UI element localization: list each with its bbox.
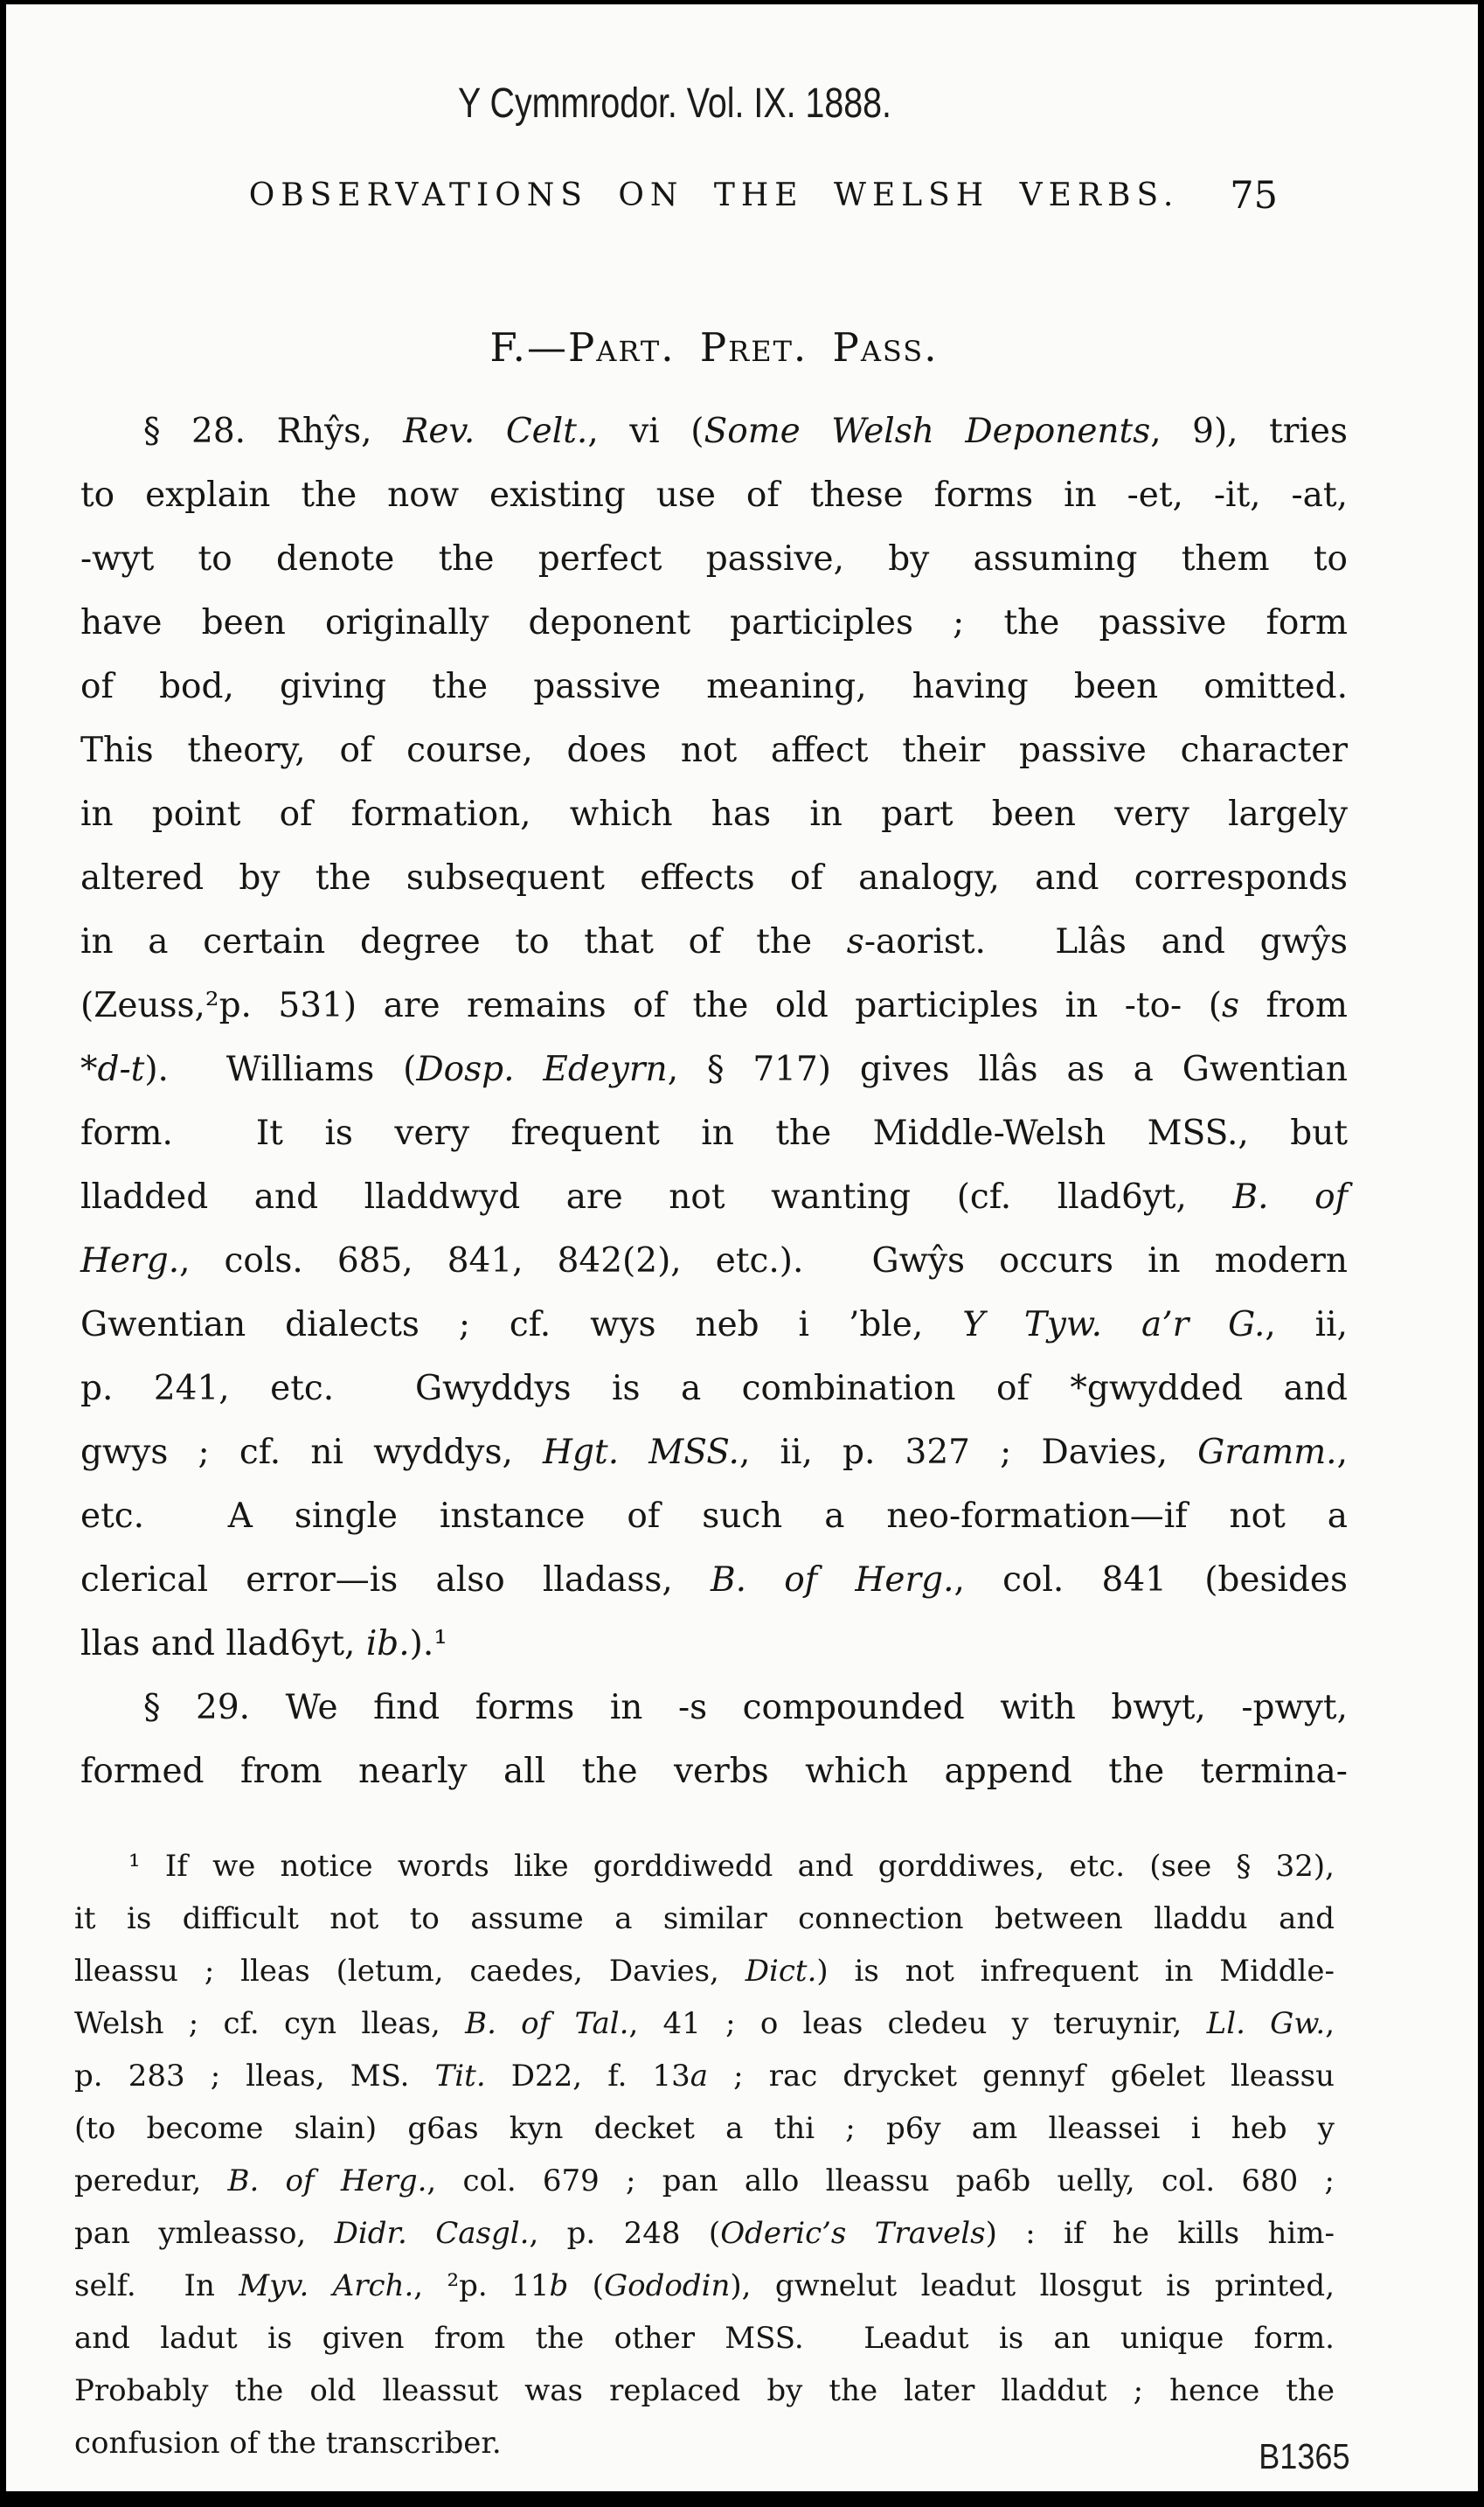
text-segment: confusion of the transcriber. bbox=[74, 2426, 502, 2461]
italic-text-segment: a bbox=[690, 2059, 709, 2094]
body-text-line bbox=[80, 1293, 1348, 1357]
text-segment: § 28. Rhŷs, bbox=[143, 412, 404, 451]
text-segment: ; rac drycket gennyf g6elet lleassu bbox=[708, 2059, 1335, 2094]
body-text-line bbox=[80, 1357, 1348, 1420]
italic-text-segment: Tit. bbox=[434, 2059, 486, 2094]
text-segment: p. 283 ; lleas, MS. bbox=[74, 2059, 435, 2094]
text-segment: , vi ( bbox=[587, 412, 704, 451]
body-text-line bbox=[80, 1101, 1348, 1165]
text-segment: , 9), tries bbox=[1150, 412, 1348, 451]
italic-text-segment: Gododin bbox=[603, 2268, 731, 2303]
body-text-line bbox=[80, 910, 1348, 974]
text-segment: ( bbox=[568, 2268, 604, 2303]
italic-text-segment: s bbox=[846, 922, 864, 962]
body-text-line bbox=[80, 1740, 1348, 1803]
text-segment: self. In bbox=[74, 2268, 239, 2303]
text-segment: gwys ; cf. ni wyddys, bbox=[80, 1433, 544, 1472]
body-text-line bbox=[80, 591, 1348, 655]
body-text-line bbox=[80, 1612, 1348, 1676]
text-segment: Gwentian dialects ; cf. wys neb i ’ble, bbox=[80, 1305, 963, 1344]
text-segment: , § 717) gives llâs as a Gwentian bbox=[667, 1050, 1348, 1089]
running-header-row bbox=[80, 174, 1348, 230]
footnote-block bbox=[74, 1840, 1335, 2469]
text-segment: in point of formation, which has in part been very largely bbox=[80, 795, 1348, 834]
text-segment: formed from nearly all the verbs which append the termina- bbox=[80, 1752, 1348, 1791]
text-segment: ), gwnelut leadut llosgut is printed, bbox=[730, 2268, 1335, 2303]
italic-text-segment: Rev. Celt. bbox=[403, 412, 588, 451]
italic-text-segment: Y Tyw. a’r G. bbox=[962, 1305, 1266, 1344]
footnote-line bbox=[74, 2260, 1335, 2312]
text-segment: pan ymleasso, bbox=[74, 2216, 335, 2251]
footnote-line bbox=[74, 1892, 1335, 1945]
text-segment: ¹ If we notice words like gorddiwedd and gorddiwes, etc. (see § 32), bbox=[128, 1849, 1335, 1884]
italic-text-segment: ib. bbox=[365, 1624, 410, 1663]
text-segment: and ladut is given from the other MSS. Leadut is an unique form. bbox=[74, 2321, 1335, 2356]
text-segment: -wyt to denote the perfect passive, by assuming them to bbox=[80, 539, 1348, 579]
text-segment: , ii, bbox=[1265, 1305, 1349, 1344]
text-segment: form. It is very frequent in the Middle-Welsh MSS., but bbox=[80, 1114, 1348, 1153]
text-segment: lladded and lladdwyd are not wanting (cf. llad6yt, bbox=[80, 1177, 1233, 1217]
text-segment: llas and llad6yt, bbox=[80, 1624, 366, 1663]
body-text-line bbox=[80, 1676, 1348, 1740]
text-segment: * bbox=[80, 1050, 98, 1089]
body-text-line bbox=[80, 782, 1348, 846]
footnote-line bbox=[74, 2365, 1335, 2417]
body-text-line bbox=[80, 846, 1348, 910]
text-segment: in a certain degree to that of the bbox=[80, 922, 847, 962]
text-segment: , p. 248 ( bbox=[529, 2216, 721, 2251]
body-text-line bbox=[80, 399, 1348, 463]
text-segment: (Zeuss,²p. 531) are remains of the old participles in -to- ( bbox=[80, 986, 1222, 1025]
italic-text-segment: Some Welsh Deponents bbox=[704, 412, 1151, 451]
body-text-line bbox=[80, 1038, 1348, 1101]
text-segment: lleassu ; lleas (letum, caedes, Davies, bbox=[74, 1954, 745, 1989]
text-segment: peredur, bbox=[74, 2163, 228, 2198]
body-text-line bbox=[80, 1229, 1348, 1293]
italic-text-segment: B. of Herg. bbox=[711, 1560, 954, 1600]
text-segment: -aorist. Llâs and gwŷs bbox=[863, 922, 1348, 962]
italic-text-segment: B. of Tal. bbox=[465, 2006, 629, 2041]
body-text-line bbox=[80, 463, 1348, 527]
body-text-block bbox=[80, 399, 1348, 1803]
text-segment: etc. A single instance of such a neo-formation—if not a bbox=[80, 1497, 1348, 1536]
footnote-line bbox=[74, 1997, 1335, 2050]
footnote-line bbox=[74, 2102, 1335, 2155]
text-segment: This theory, of course, does not affect their passive character bbox=[80, 731, 1348, 770]
body-text-line bbox=[80, 974, 1348, 1038]
italic-text-segment: Dict. bbox=[745, 1954, 817, 1989]
italic-text-segment: Didr. Casgl. bbox=[334, 2216, 530, 2251]
body-text-line bbox=[80, 1484, 1348, 1548]
text-segment: , 41 ; o leas cledeu y teruynir, bbox=[628, 2006, 1207, 2041]
text-segment: clerical error—is also lladass, bbox=[80, 1560, 711, 1600]
text-segment: Welsh ; cf. cyn lleas, bbox=[74, 2006, 466, 2041]
page-number: 75 bbox=[1230, 174, 1278, 218]
journal-volume-header: Y Cymmrodor. Vol. IX. 1888. bbox=[458, 80, 891, 127]
footnote-line bbox=[74, 2155, 1335, 2207]
text-segment: , ii, p. 327 ; Davies, bbox=[739, 1433, 1198, 1472]
text-segment: , col. 841 (besides bbox=[954, 1560, 1349, 1600]
body-text-line bbox=[80, 655, 1348, 719]
italic-text-segment: Myv. Arch. bbox=[239, 2268, 414, 2303]
text-segment: from bbox=[1238, 986, 1349, 1025]
body-text-line bbox=[80, 1548, 1348, 1612]
body-text-line bbox=[80, 1165, 1348, 1229]
text-segment: of bod, giving the passive meaning, having been omitted. bbox=[80, 667, 1348, 706]
text-segment: ).¹ bbox=[409, 1624, 447, 1663]
italic-text-segment: B. of Herg. bbox=[227, 2163, 427, 2198]
text-segment: , bbox=[1336, 1433, 1348, 1472]
running-title: OBSERVATIONS ON THE WELSH VERBS. bbox=[248, 177, 1180, 213]
footnote-line bbox=[74, 1945, 1335, 1997]
footnote-line bbox=[74, 2050, 1335, 2102]
text-segment: , cols. 685, 841, 842(2), etc.). Gwŷs occurs in modern bbox=[179, 1241, 1348, 1281]
body-text-line bbox=[80, 527, 1348, 591]
text-segment: ) is not infrequent in Middle- bbox=[816, 1954, 1335, 1989]
italic-text-segment: B. of bbox=[1232, 1177, 1349, 1217]
text-segment: to explain the now existing use of these forms in -et, -it, -at, bbox=[80, 476, 1348, 515]
text-segment: , bbox=[1325, 2006, 1335, 2041]
text-segment: D22, f. 13 bbox=[485, 2059, 690, 2094]
text-segment: altered by the subsequent effects of analogy, and corresponds bbox=[80, 858, 1348, 898]
section-heading: F.—Part. Pret. Pass. bbox=[489, 324, 939, 371]
italic-text-segment: Gramm. bbox=[1197, 1433, 1337, 1472]
text-segment: it is difficult not to assume a similar connection between lladdu and bbox=[74, 1901, 1335, 1936]
footnote-line bbox=[74, 2312, 1335, 2365]
text-segment: (to become slain) g6as kyn decket a thi ; p6y am lleassei i heb y bbox=[74, 2111, 1335, 2146]
text-segment: ). Williams ( bbox=[144, 1050, 417, 1089]
text-segment: p. 241, etc. Gwyddys is a combination of *gwydded and bbox=[80, 1369, 1348, 1408]
text-segment: , ²p. 11 bbox=[413, 2268, 550, 2303]
footnote-line bbox=[74, 1840, 1335, 1892]
italic-text-segment: b bbox=[549, 2268, 569, 2303]
italic-text-segment: Ll. Gw. bbox=[1206, 2006, 1326, 2041]
body-text-line bbox=[80, 1420, 1348, 1484]
text-segment: Probably the old lleassut was replaced by the later lladdut ; hence the bbox=[74, 2373, 1335, 2408]
italic-text-segment: s bbox=[1221, 986, 1239, 1025]
italic-text-segment: Herg. bbox=[80, 1241, 180, 1281]
text-segment: , col. 679 ; pan allo lleassu pa6b uelly, col. 680 ; bbox=[426, 2163, 1335, 2198]
library-stamp-number: B1365 bbox=[1259, 2436, 1350, 2476]
text-segment: ) : if he kills him- bbox=[985, 2216, 1335, 2251]
footnote-line bbox=[74, 2207, 1335, 2260]
text-segment: § 29. We find forms in -s compounded with bwyt, -pwyt, bbox=[143, 1688, 1348, 1727]
footnote-line bbox=[74, 2417, 1335, 2469]
italic-text-segment: Oderic’s Travels bbox=[720, 2216, 986, 2251]
italic-text-segment: Dosp. Edeyrn bbox=[416, 1050, 668, 1089]
body-text-line bbox=[80, 719, 1348, 782]
italic-text-segment: Hgt. MSS. bbox=[543, 1433, 739, 1472]
italic-text-segment: d-t bbox=[97, 1050, 145, 1089]
text-segment: have been originally deponent participles ; the passive form bbox=[80, 603, 1348, 642]
